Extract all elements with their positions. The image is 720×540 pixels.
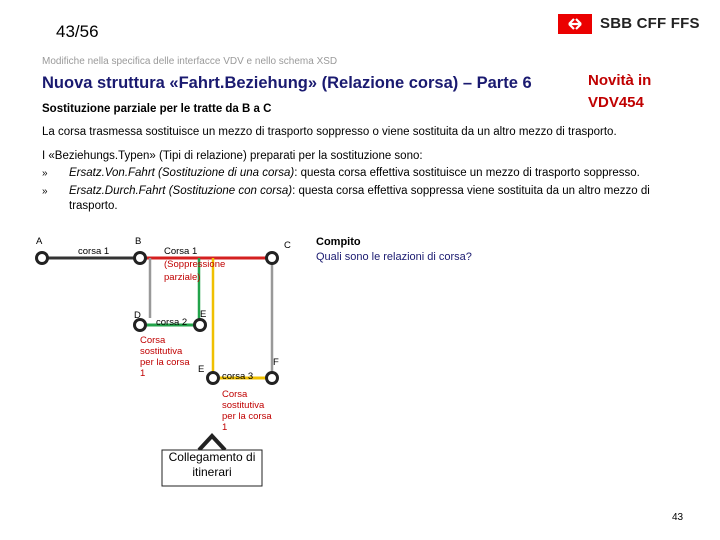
parziale-label: parziale) <box>164 272 201 283</box>
soppressione-label: (Soppressione <box>164 259 226 270</box>
connection-chevron-icon <box>199 436 225 450</box>
stop-e2-label: E <box>198 364 205 375</box>
stop-c-label: C <box>284 240 291 251</box>
stop-c-icon <box>267 253 278 264</box>
stop-e1-icon <box>195 320 206 331</box>
footer-page-number: 43 <box>672 512 684 523</box>
stop-e1-label: E <box>200 309 207 320</box>
page-title: Nuova struttura «Fahrt.Beziehung» (Relazione corsa) – Parte 6 <box>42 74 532 92</box>
logo-text: SBB CFF FFS <box>600 15 700 32</box>
legend-connection <box>162 450 262 480</box>
corsa3-label: corsa 3 <box>222 371 254 382</box>
corsa2-label: corsa 2 <box>156 317 188 328</box>
bullet-marker: » <box>42 186 48 197</box>
bullet-text: : questa corsa effettiva sostituisce un mezzo di trasporto soppresso. <box>294 167 640 179</box>
stop-f-label: F <box>273 357 279 368</box>
stop-b-label: B <box>135 236 142 247</box>
corsa1-right-label: Corsa 1 <box>164 246 198 257</box>
page-counter: 43/56 <box>56 22 99 41</box>
stop-d-label: D <box>134 310 141 321</box>
legend-line1: Collegamento di <box>168 450 256 464</box>
substitute-note-left: Corsa sostitutiva per la corsa 1 <box>140 335 190 379</box>
subtitle: Sostituzione parziale per le tratte da B a C <box>42 103 272 115</box>
bullet-term: Ersatz.Von.Fahrt (Sostituzione di una corsa) <box>69 167 295 179</box>
task-question: Quali sono le relazioni di corsa? <box>316 251 472 263</box>
types-lead: I «Beziehungs.Typen» (Tipi di relazione) preparati per la sostituzione sono: <box>42 150 423 162</box>
badge-line2: VDV454 <box>588 94 644 111</box>
stop-a-label: A <box>36 236 43 247</box>
intro-paragraph: La corsa trasmessa sostituisce un mezzo di trasporto soppresso o viene sostituita da un altro mezzo di trasporto. <box>42 126 617 138</box>
bullet-marker: » <box>42 168 48 179</box>
breadcrumb: Modifiche nella specifica delle interfacce VDV e nello schema XSD <box>42 56 338 67</box>
stop-e2-icon <box>208 373 219 384</box>
corsa1-left-label: corsa 1 <box>78 246 110 257</box>
bullet-term: Ersatz.Durch.Fahrt (Sostituzione con corsa) <box>69 185 293 197</box>
badge-line1: Novità in <box>588 72 652 89</box>
substitute-note-right: Corsa sostitutiva per la corsa 1 <box>222 389 272 433</box>
legend-line2: itinerari <box>192 465 232 479</box>
stop-a-icon <box>37 253 48 264</box>
stop-f-icon <box>267 373 278 384</box>
stop-b-icon <box>135 253 146 264</box>
task-title: Compito <box>316 236 361 248</box>
bullet-text: : questa corsa effettiva soppressa viene sostituita da un altro mezzo di trasporto. <box>69 185 650 212</box>
stop-d-icon <box>135 320 146 331</box>
